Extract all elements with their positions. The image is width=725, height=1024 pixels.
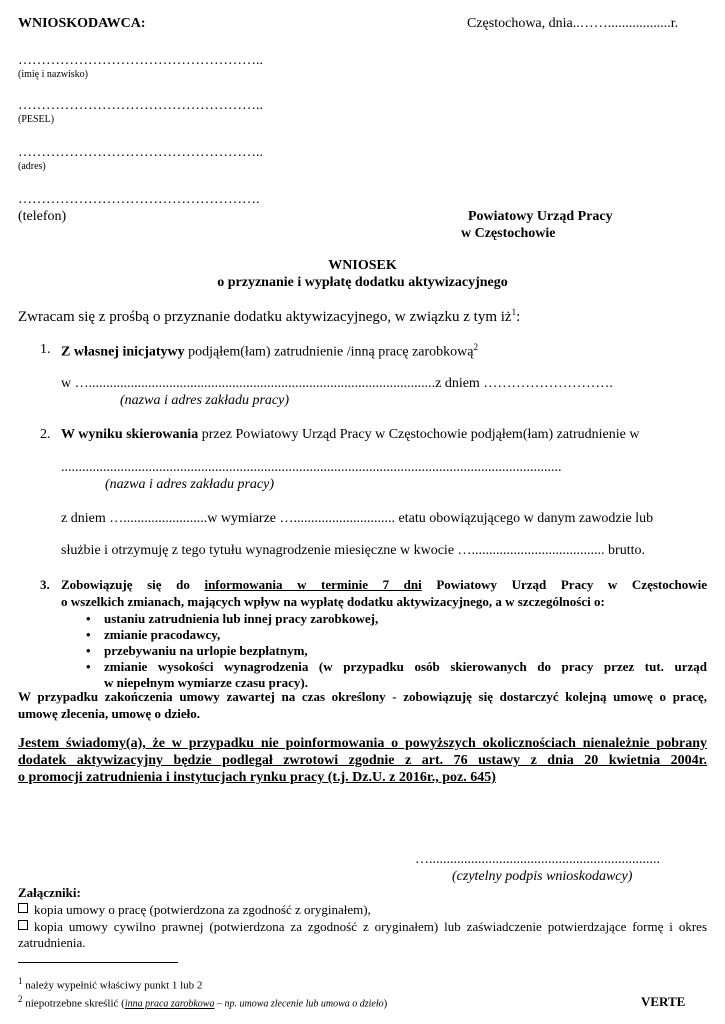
bullet-item: • zmianie pracodawcy, — [86, 627, 221, 642]
item3-text: Zobowiązuję się do informowania w terminie 7 dni Powiatowy Urząd Pracy w Częstochowie — [61, 577, 708, 592]
item3-line2: o wszelkich zmianach, mających wpływ na wypłatę dodatku aktywizacyjnego, a w szczególności o: — [61, 594, 605, 609]
item2-workplace-line[interactable]: ............................................................................................................................................... — [61, 460, 562, 475]
item1-workplace-caption: (nazwa i adres zakładu pracy) — [120, 393, 290, 408]
item2-workplace-caption: (nazwa i adres zakładu pracy) — [105, 477, 275, 492]
name-label: (imię i nazwisko) — [18, 69, 88, 80]
pesel-dots[interactable]: …………………………………………….. — [18, 98, 263, 113]
phone-dots[interactable]: ……………………………………………. — [18, 192, 260, 207]
address-label: (adres) — [18, 161, 46, 172]
bullet-icon: • — [86, 659, 91, 674]
phone-label: (telefon) — [18, 209, 67, 224]
place-date: Częstochowa, dnia..……..................r. — [467, 16, 679, 31]
footnote-ref-2: 2 — [473, 342, 478, 352]
name-dots[interactable]: …………………………………………….. — [18, 53, 263, 68]
addressee-line2: w Częstochowie — [461, 226, 556, 241]
item1-number: 1. — [40, 342, 51, 357]
awareness-line2: dodatek aktywizacyjny będzie podlegał zwrotowi zgodnie z art. 76 ustawy z dnia 20 kwietnia 2004r. — [18, 753, 707, 768]
bullet-item: • zmianie wysokości wynagrodzenia (w przypadku osób skierowanych do pracy przez tut. urząd — [86, 659, 707, 674]
item1-text: Z własnej inicjatywy podjąłem(łam) zatrudnienie /inną pracę zarobkową$^2$ — [61, 342, 478, 360]
verte-label: VERTE — [641, 994, 686, 1009]
signature-caption: (czytelny podpis wnioskodawcy) — [452, 869, 633, 884]
bullet-item: • ustaniu zatrudnienia lub innej pracy zarobkowej, — [86, 611, 379, 626]
pesel-label: (PESEL) — [18, 114, 55, 125]
bullet-item: • przebywaniu na urlopie bezpłatnym, — [86, 643, 308, 658]
awareness-line3: o promocji zatrudnienia i instytucjach rynku pracy (t.j. Dz.U. z 2016r., poz. 645) — [18, 770, 496, 785]
contract-note-line2: umowę zlecenia, umowę o dzieło. — [18, 706, 200, 721]
bullet-icon: • — [86, 611, 91, 626]
attachment-item-continuation: zatrudnienia. — [18, 935, 86, 950]
checkbox-icon[interactable] — [18, 920, 28, 930]
address-dots[interactable]: …………………………………………….. — [18, 145, 263, 160]
attachment-item: kopia umowy o pracę (potwierdzona za zgodność z oryginałem), — [18, 902, 371, 918]
bullet-item-continuation: w niepełnym wymiarze czasu pracy). — [104, 675, 308, 690]
item3-bullets — [80, 611, 707, 691]
item3-number: 3. — [40, 577, 50, 592]
footnote-ref-1: 1 — [511, 307, 517, 317]
attachment-item: kopia umowy cywilno prawnej (potwierdzona za zgodność z oryginałem) lub zaświadczenie potwierdzające formę i okres — [18, 919, 707, 935]
item2-number: 2. — [40, 427, 51, 442]
addressee-line1: Powiatowy Urząd Pracy — [468, 209, 613, 224]
item1-workplace-line[interactable]: w …...................................................................................................z dniem ………………………. — [61, 376, 613, 391]
bullet-icon: • — [86, 627, 91, 642]
signature-line[interactable]: ….................................................................. — [415, 852, 660, 867]
applicant-label: WNIOSKODAWCA: — [18, 16, 146, 31]
document-subtitle: o przyznanie i wypłatę dodatku aktywizacyjnego — [217, 275, 508, 290]
footnote-1: $^1$ należy wypełnić właściwy punkt 1 lub 2 — [18, 976, 203, 992]
checkbox-icon[interactable] — [18, 903, 28, 913]
bullet-icon: • — [86, 643, 91, 658]
document-title: WNIOSEK — [328, 258, 397, 273]
item2-salary-line[interactable]: służbie i otrzymuję z tego tytułu wynagrodzenie miesięczne w kwocie …...................................... brutto. — [61, 543, 645, 558]
footnote-2: $^2$ niepotrzebne skreślić (inna praca zarobkowa – np. umowa zlecenie lub umowa o dzieło) — [18, 994, 388, 1010]
item2-text: W wyniku skierowania przez Powiatowy Urząd Pracy w Częstochowie podjąłem(łam) zatrudnienie w — [61, 427, 640, 442]
attachments-label: Załączniki: — [18, 885, 81, 900]
footnote-divider — [18, 962, 178, 963]
awareness-line1: Jestem świadomy(a), że w przypadku nie poinformowania o powyższych okolicznościach nienależnie pobrany — [18, 736, 707, 751]
item2-date-line[interactable]: z dniem …........................w wymiarze …............................. etatu obowiązującego w danym zawodzie lub — [61, 511, 654, 526]
contract-note-line1: W przypadku zakończenia umowy zawartej na czas określony - zobowiązuję się dostarczyć kolejną umowę o pracę, — [18, 689, 707, 704]
intro-text: Zwracam się z prośbą o przyznanie dodatku aktywizacyjnego, w związku z tym $iż^1$: — [18, 307, 521, 325]
